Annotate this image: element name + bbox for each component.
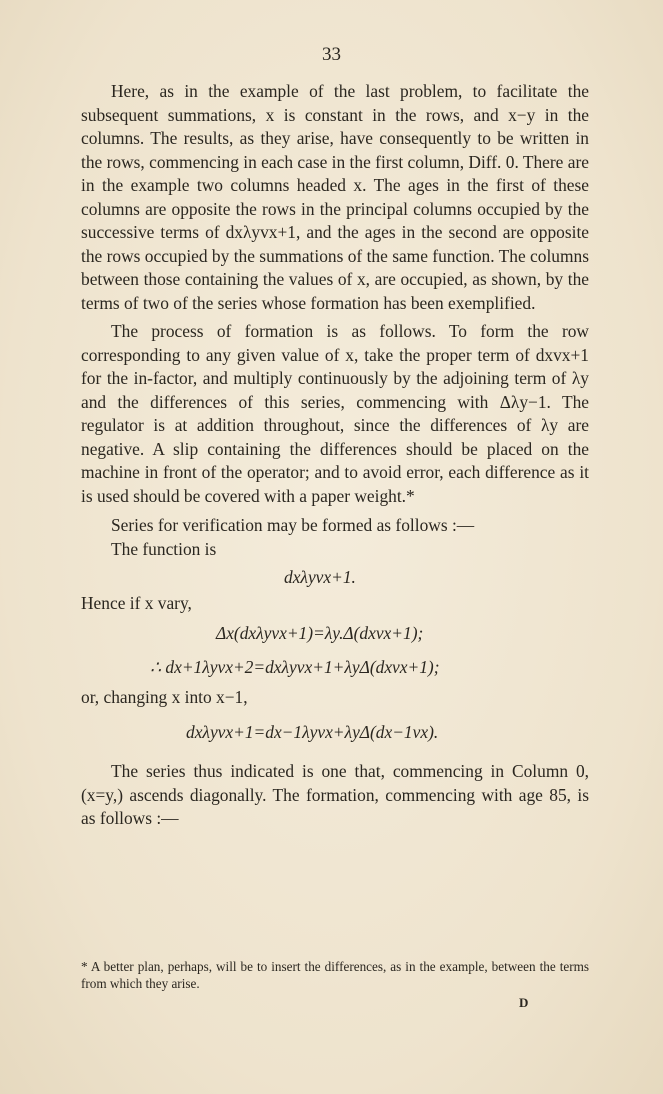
paragraph-3: The series thus indicated is one that, commencing in Column 0, (x=y,) ascends diagonally. The formation, commencing with age 85, is as follows :—	[81, 761, 589, 828]
equation-therefore: ∴ dx+1λyvx+2=dxλyvx+1+λyΔ(dxvx+1);	[150, 657, 440, 677]
equation-function: dxλyvx+1.	[284, 567, 356, 587]
signature-mark: D	[519, 995, 529, 1010]
hence-line: Hence if x vary,	[81, 593, 192, 613]
equation-delta: Δx(dxλyvx+1)=λy.Δ(dxvx+1);	[216, 623, 424, 643]
changing-line: or, changing x into x−1,	[81, 687, 248, 707]
page-number: 33	[322, 44, 341, 65]
footnote: * A better plan, perhaps, will be to insert the differences, as in the example, between the terms from which they arise.	[81, 959, 589, 991]
series-line: Series for verification may be formed as follows :—	[111, 515, 475, 535]
paragraph-1: Here, as in the example of the last problem, to facilitate the subsequent summations, x is constant in the rows, and x−y in the columns. The results, as they arise, have consequently to be written in the rows, commencing in each case in the first column, Diff. 0. There are in the example two columns headed x. The ages in the first of these columns are opposite the rows in the principal columns occupied by the successive terms of dxλyvx+1, and the ages in the second are opposite the rows occupied by the summations of the same function. The columns between those containing the values of x, are occupied, as shown, by the terms of two of the series whose formation has been exemplified.	[81, 81, 589, 313]
equation-changed: dxλyvx+1=dx−1λyvx+λyΔ(dx−1vx).	[186, 722, 439, 742]
paragraph-2: The process of formation is as follows. To form the row corresponding to any given value of x, take the proper term of dxvx+1 for the in-factor, and multiply continuously by the adjoining term of λy and the differences of this series, commencing with Δλy−1. The regulator is at addition throughout, since the differences of λy are negative. A slip containing the differences should be placed on the machine in front of the operator; and to avoid error, each difference as it is used should be covered with a paper weight.*	[81, 321, 589, 506]
function-line: The function is	[111, 539, 217, 559]
